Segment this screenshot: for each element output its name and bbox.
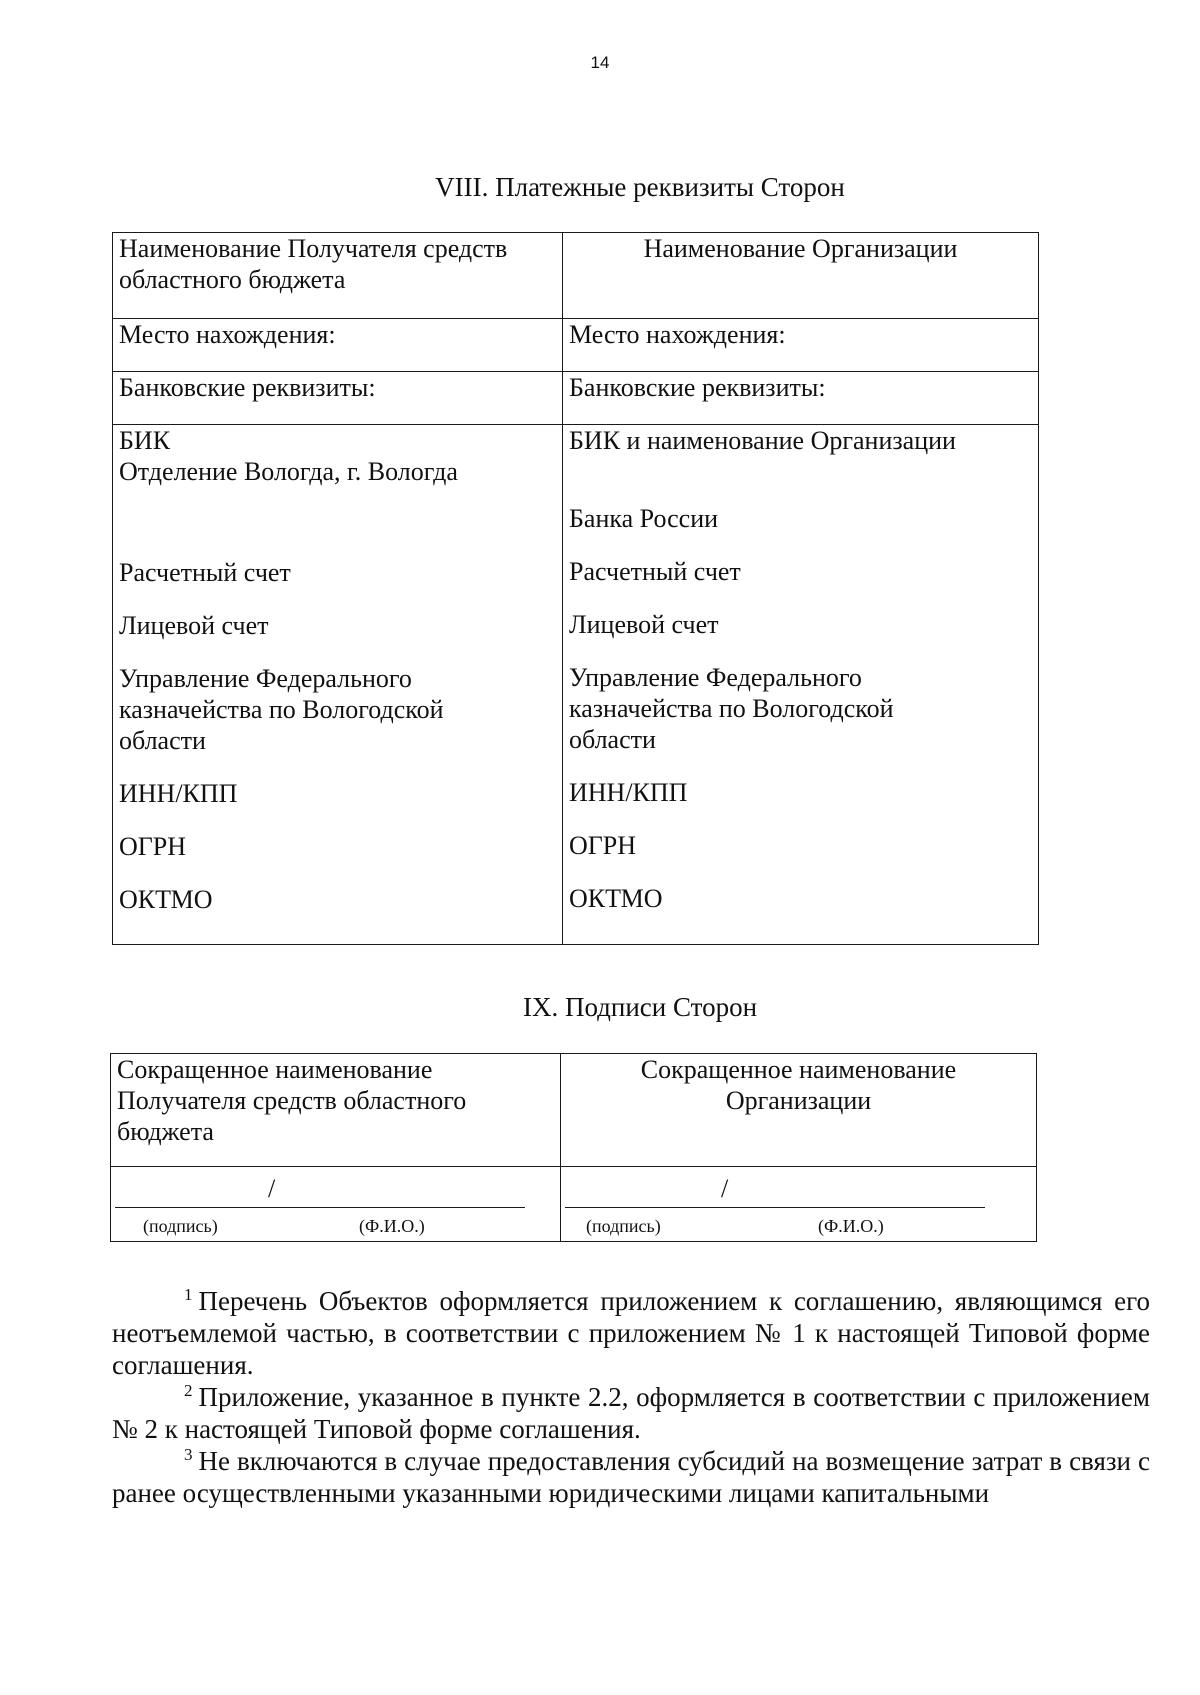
section-title-payment-details: VIII. Платежные реквизиты Сторон	[435, 172, 845, 202]
organization-ogrn-label: ОГРН	[569, 831, 637, 860]
recipient-name-cell	[113, 233, 563, 319]
organization-treasury-label-end: области	[569, 725, 656, 754]
recipient-oktmo-label: ОКТМО	[119, 885, 213, 914]
footnote-mark: 1	[184, 1285, 193, 1304]
recipient-treasury-label-end: области	[119, 726, 206, 755]
footnote-text: Приложение, указанное в пункте 2.2, оформляется в соответствии с приложением № 2 к настоящей Типовой форме соглашения.	[112, 1382, 1150, 1444]
organization-name-cell	[563, 233, 1039, 319]
organization-bank-of-russia-label: Банка России	[569, 504, 719, 533]
recipient-ogrn-label: ОГРН	[119, 832, 187, 861]
recipient-treasury-label-cont: казначейства по Вологодской	[119, 695, 444, 724]
footnote-mark: 3	[184, 1445, 193, 1464]
organization-treasury-label: Управление Федерального	[569, 663, 862, 692]
recipient-short-name-label-cont: Получателя средств областного	[117, 1086, 467, 1115]
footnotes	[112, 1285, 1150, 1509]
footnote	[112, 1445, 1150, 1509]
organization-fio-caption: (Ф.И.О.)	[818, 1216, 884, 1236]
recipient-signature-line	[115, 1207, 525, 1208]
recipient-treasury-label: Управление Федерального	[119, 664, 412, 693]
recipient-signature-slash: /	[268, 1174, 276, 1203]
organization-location-label: Место нахождения:	[569, 320, 786, 349]
recipient-bik-label: БИК	[119, 426, 171, 455]
organization-treasury-label-cont: казначейства по Вологодской	[569, 694, 894, 723]
recipient-requisites-cell	[113, 425, 563, 945]
organization-requisites-cell	[563, 425, 1039, 945]
organization-short-name-label-cont: Организации	[725, 1086, 872, 1115]
organization-short-name-label: Сокращенное наименование	[640, 1055, 957, 1084]
organization-settlement-account-label: Расчетный счет	[569, 557, 741, 586]
organization-personal-account-label: Лицевой счет	[569, 610, 719, 639]
organization-oktmo-label: ОКТМО	[569, 884, 663, 913]
footnote-text: Перечень Объектов оформляется приложением к соглашению, являющимся его неотъемлемой частью, в соответствии с приложением № 1 к настоящей Типовой форме соглашения.	[112, 1286, 1150, 1380]
recipient-bank-details-cell	[113, 372, 563, 425]
recipient-bank-details-label: Банковские реквизиты:	[119, 373, 376, 402]
organization-name-label: Наименование Организации	[643, 234, 958, 263]
recipient-short-name-cell	[111, 1054, 561, 1167]
payment-details-table	[112, 232, 1039, 945]
table-row	[113, 319, 1039, 372]
recipient-name-label-cont: областного бюджета	[119, 265, 346, 294]
recipient-branch-label: Отделение Вологда, г. Вологда	[119, 457, 458, 486]
organization-signature-cell	[561, 1167, 1037, 1242]
recipient-personal-account-label: Лицевой счет	[119, 611, 269, 640]
table-row	[111, 1054, 1037, 1167]
table-row	[113, 372, 1039, 425]
table-row	[113, 425, 1039, 945]
organization-bank-details-cell	[563, 372, 1039, 425]
recipient-inn-kpp-label: ИНН/КПП	[119, 779, 238, 808]
recipient-location-label: Место нахождения:	[119, 320, 336, 349]
organization-bik-label: БИК и наименование Организации	[569, 426, 956, 455]
recipient-short-name-label-end: бюджета	[117, 1117, 214, 1146]
recipient-short-name-label: Сокращенное наименование	[117, 1055, 433, 1084]
table-row	[113, 233, 1039, 319]
recipient-location-cell	[113, 319, 563, 372]
organization-signature-line	[565, 1207, 985, 1208]
organization-inn-kpp-label: ИНН/КПП	[569, 778, 688, 807]
footnote	[112, 1285, 1150, 1381]
organization-location-cell	[563, 319, 1039, 372]
footnote-mark: 2	[184, 1381, 193, 1400]
page-number: 14	[590, 53, 610, 72]
organization-signature-caption: (подпись)	[586, 1216, 661, 1236]
recipient-signature-caption: (подпись)	[143, 1216, 218, 1236]
recipient-signature-cell	[111, 1167, 561, 1242]
footnote	[112, 1381, 1150, 1445]
organization-bank-details-label: Банковские реквизиты:	[569, 373, 826, 402]
section-title-signatures: IX. Подписи Сторон	[522, 992, 758, 1022]
table-row	[111, 1167, 1037, 1242]
organization-short-name-cell	[561, 1054, 1037, 1167]
recipient-name-label: Наименование Получателя средств	[119, 234, 508, 263]
organization-signature-slash: /	[721, 1174, 729, 1203]
recipient-settlement-account-label: Расчетный счет	[119, 558, 291, 587]
footnote-text: Не включаются в случае предоставления субсидий на возмещение затрат в связи с ранее осуществленными указанными юридическими лицами капитальными	[112, 1446, 1150, 1508]
recipient-fio-caption: (Ф.И.О.)	[359, 1216, 425, 1236]
signatures-table	[110, 1053, 1037, 1242]
